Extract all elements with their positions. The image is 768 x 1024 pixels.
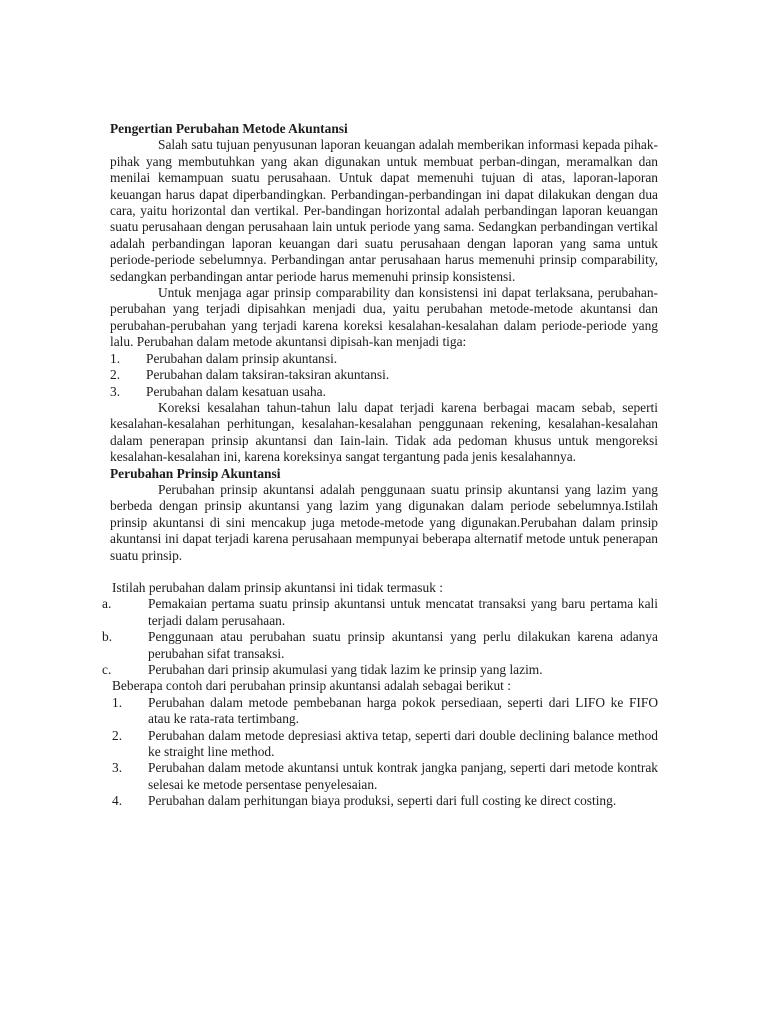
list-number: 3. (110, 383, 121, 399)
paragraph-4: Perubahan prinsip akuntansi adalah penggunaan suatu prinsip akuntansi yang lazim yang berbeda dengan prinsip akuntansi yang lazim yang digunakan dalam periode sebelumnya.Istilah prinsip akuntansi di sini mencakup juga metode-metode yang digunakan.Perubahan dalam prinsip akuntansi ini dapat terjadi karena perusahaan mempunyai beberapa alternatif metode untuk penerapan suatu prinsip. (110, 481, 658, 563)
paragraph-2: Untuk menjaga agar prinsip comparability dan konsistensi ini dapat terlaksana, perubahan-perubahan yang terjadi dipisahkan menjadi dua, yaitu perubahan metode-metode akuntansi dan perubahan-perubahan yang terjadi karena koreksi kesalahan-kesalahan dalam periode-periode yang lalu. Perubahan dalam metode akuntansi dipisah-kan menjadi tiga: (110, 285, 658, 350)
list-item (110, 351, 658, 367)
list-item (110, 384, 658, 400)
section-heading-1: Pengertian Perubahan Metode Akuntansi (110, 121, 348, 136)
list-text: Perubahan dalam metode depresiasi aktiva tetap, seperti dari double declining balance method ke straight line method. (148, 727, 658, 760)
document-body (102, 121, 658, 810)
list-text: Perubahan dalam kesatuan usaha. (146, 383, 326, 399)
spacer (110, 564, 658, 580)
list-item (102, 662, 658, 678)
list-item (102, 629, 658, 662)
list-item (110, 760, 658, 793)
list-number: 2. (110, 367, 121, 383)
list-number: 1. (110, 350, 121, 366)
paragraph-5: Istilah perubahan dalam prinsip akuntansi ini tidak termasuk : (112, 579, 443, 595)
list-number: 1. (112, 694, 123, 710)
list-item (110, 728, 658, 761)
list-text: Perubahan dari prinsip akumulasi yang tidak lazim ke prinsip yang lazim. (148, 662, 543, 677)
list-text: Perubahan dalam perhitungan biaya produksi, seperti dari full costing ke direct costing. (148, 793, 617, 809)
paragraph-3: Koreksi kesalahan tahun-tahun lalu dapat terjadi karena berbagai macam sebab, seperti kesalahan-kesalahan perhitungan, kesalahan-kesalahan penggunaan rekening, kesalahan-kesalahan dalam penerapan prinsip akuntansi dan Iain-lain. Tidak ada pedoman khusus untuk mengoreksi kesalahan-kesalahan ini, karena koreksinya sangat tergantung pada jenis kesalahannya. (110, 399, 658, 465)
section-heading-2: Perubahan Prinsip Akuntansi (110, 465, 281, 481)
paragraph-1: Salah satu tujuan penyusunan laporan keuangan adalah memberikan informasi kepada pihak-pihak yang membutuhkan yang akan digunakan untuk membuat perban-dingan, meramalkan dan menilai kemampuan suatu perusahaan. Untuk dapat memenuhi tujuan di atas, laporan-laporan keuangan harus dapat diperbandingkan. Perbandingan-perbandingan ini dapat dilakukan dengan dua cara, yaitu horizontal dan vertikal. Per-bandingan horizontal adalah perbandingan laporan keuangan suatu perusahaan dengan perusahaan lain untuk periode yang sama. Sedangkan perbandingan vertikal adalah perbandingan laporan keuangan dari suatu perusahaan dengan laporan yang sama untuk periode-periode sebelumnya. Perbandingan antar perusahaan harus memenuhi prinsip comparability, sedangkan perbandingan antar periode harus memenuhi prinsip konsistensi. (110, 137, 658, 284)
list-text: Perubahan dalam taksiran-taksiran akuntansi. (146, 367, 390, 383)
list-text: Perubahan dalam metode akuntansi untuk kontrak jangka panjang, seperti dari metode kontrak selesai ke metode persentase penyelesaian. (148, 760, 658, 792)
list-text: Perubahan dalam metode pembebanan harga pokok persediaan, seperti dari LIFO ke FIFO atau ke rata-rata tertimbang. (148, 694, 658, 727)
lettered-list (102, 596, 658, 678)
paragraph-6: Beberapa contoh dari perubahan prinsip akuntansi adalah sebagai berikut : (112, 678, 511, 694)
list-text: Pemakaian pertama suatu prinsip akuntansi untuk mencatat transaksi yang baru pertama kali terjadi dalam perusahaan. (148, 596, 658, 628)
list-number: 2. (112, 727, 123, 743)
list-text: Perubahan dalam prinsip akuntansi. (146, 350, 338, 366)
list-item (110, 367, 658, 383)
numbered-list-2 (110, 695, 658, 810)
list-letter: a. (102, 596, 112, 612)
list-number: 3. (112, 760, 123, 776)
list-number: 4. (112, 793, 123, 809)
list-item (110, 695, 658, 728)
list-item (110, 793, 658, 809)
list-letter: c. (102, 662, 112, 677)
list-text: Penggunaan atau perubahan suatu prinsip akuntansi yang perlu dilakukan karena adanya perubahan sifat transaksi. (148, 629, 658, 661)
numbered-list-1 (110, 351, 658, 400)
list-item (102, 596, 658, 629)
list-letter: b. (102, 629, 113, 645)
